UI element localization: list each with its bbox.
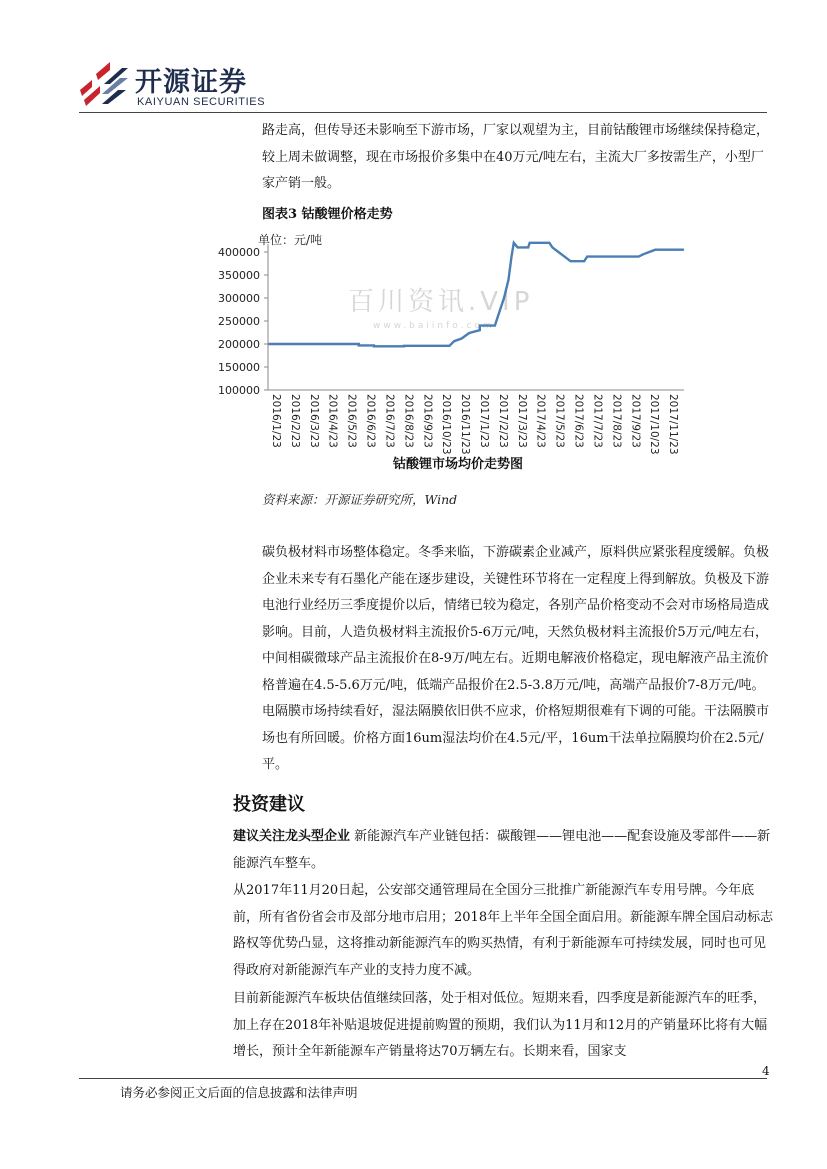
- y-tick-label: 300000: [218, 292, 260, 305]
- header-divider: [79, 112, 767, 113]
- footer-disclaimer: 请务必参阅正文后面的信息披露和法律声明: [120, 1085, 358, 1100]
- logo-subtitle: KAIYUAN SECURITIES: [137, 96, 266, 108]
- x-tick-label: 2016/2/23: [288, 394, 301, 448]
- figure-title: 图表3 钴酸锂价格走势: [262, 207, 393, 222]
- paragraph-recommendation: [233, 824, 775, 877]
- recommendation-lead: 建议关注龙头型企业: [233, 829, 351, 844]
- x-tick-label: 2016/1/23: [270, 394, 282, 448]
- x-tick-label: 2017/1/23: [478, 394, 490, 448]
- recommendation-text: 新能源汽车产业链包括：碳酸锂——锂电池——配套设施及零部件——新能源汽车整车。: [233, 829, 771, 871]
- x-tick-label: 2017/9/23: [629, 394, 642, 448]
- x-tick-label: 2017/4/23: [534, 394, 547, 448]
- x-tick-label: 2016/8/23: [402, 394, 415, 448]
- section-heading: 投资建议: [233, 794, 305, 815]
- x-tick-label: 2017/5/23: [553, 394, 566, 448]
- y-tick-label: 200000: [218, 338, 260, 351]
- chart-title: 钴酸锂市场均价走势图: [392, 457, 524, 472]
- x-tick-label: 2017/3/23: [515, 394, 528, 448]
- cobalt-price-chart: [198, 226, 698, 476]
- x-tick-label: 2016/10/23: [440, 394, 453, 455]
- x-tick-label: 2017/8/23: [610, 394, 623, 448]
- x-tick-label: 2017/6/23: [572, 394, 585, 448]
- paragraph-valuation: 目前新能源汽车板块估值继续回落，处于相对低位。短期来看，四季度是新能源汽车的旺季，加上存在2018年补贴退坡促进提前购置的预期，我们认为11月和12月的产销量环比将有大幅增长，预计全年新能源车产销量将达70万辆左右。长期来看，国家支: [233, 991, 768, 1059]
- paragraph-cobalt-market: 路走高，但传导还未影响至下游市场，厂家以观望为主，目前钴酸锂市场继续保持稳定，较上周未做调整，现在市场报价多集中在40万元/吨左右，主流大厂多按需生产，小型厂家产销一般。: [262, 123, 770, 191]
- x-tick-label: 2016/5/23: [345, 394, 358, 448]
- y-tick-label: 350000: [218, 269, 260, 282]
- x-tick-label: 2016/7/23: [383, 394, 396, 448]
- x-tick-label: 2016/6/23: [364, 394, 377, 448]
- x-tick-label: 2017/2/23: [496, 394, 509, 448]
- chart-unit-label: 单位：元/吨: [258, 233, 323, 247]
- x-tick-label: 2017/10/23: [648, 394, 661, 455]
- x-tick-label: 2016/4/23: [326, 394, 339, 448]
- y-tick-label: 100000: [218, 384, 260, 397]
- page-number: 4: [762, 1064, 770, 1078]
- x-tick-label: 2017/7/23: [591, 394, 604, 448]
- watermark-text: 百川资讯.VIP: [348, 287, 534, 317]
- footer-divider: [79, 1078, 767, 1079]
- x-tick-label: 2016/3/23: [307, 394, 320, 448]
- figure-source: 资料来源：开源证券研究所，Wind: [262, 492, 458, 507]
- x-tick-label: 2017/11/23: [667, 394, 680, 455]
- x-tick-label: 2016/11/23: [459, 394, 472, 455]
- y-tick-label: 150000: [218, 361, 260, 374]
- paragraph-materials-market: 碳负极材料市场整体稳定。冬季来临，下游碳素企业减产，原料供应紧张程度缓解。负极企业未来专有石墨化产能在逐步建设，关键性环节将在一定程度上得到解放。负极及下游电池行业经历三季度提价以后，情绪已较为稳定，各别产品价格变动不会对市场格局造成影响。目前，人造负极材料主流报价5-6万元/吨，天然负极材料主流报价5万元/吨左右，中间相碳微球产品主流报价在8-9万/吨左右。近期电解液价格稳定，现电解液产品主流价格普遍在4.5-5.6万元/吨，低端产品报价在2.5-3.8万元/吨，高端产品报价7-8万元/吨。电隔膜市场持续看好，湿法隔膜依旧供不应求，价格短期很难有下调的可能。干法隔膜市场也有所回暖。价格方面16um湿法均价在4.5元/平，16um干法单拉隔膜均价在2.5元/平。: [262, 545, 770, 772]
- logo-text: 开源证券: [135, 67, 247, 98]
- y-tick-label: 250000: [218, 315, 260, 328]
- y-tick-label: 400000: [218, 246, 260, 259]
- paragraph-license-plates: 从2017年11月20日起，公安部交通管理局在全国分三批推广新能源汽车专用号牌。今年底前，所有省份省会市及部分地市启用；2018年上半年全国全面启用。新能源车牌全国启动标志路权等优势凸显，这将推动新能源汽车的购买热情，有利于新能源车可持续发展，同时也可见得政府对新能源汽车产业的支持力度不减。: [233, 883, 774, 978]
- x-tick-label: 2016/9/23: [421, 394, 434, 448]
- watermark-url: www.baiinfo.com: [373, 321, 495, 331]
